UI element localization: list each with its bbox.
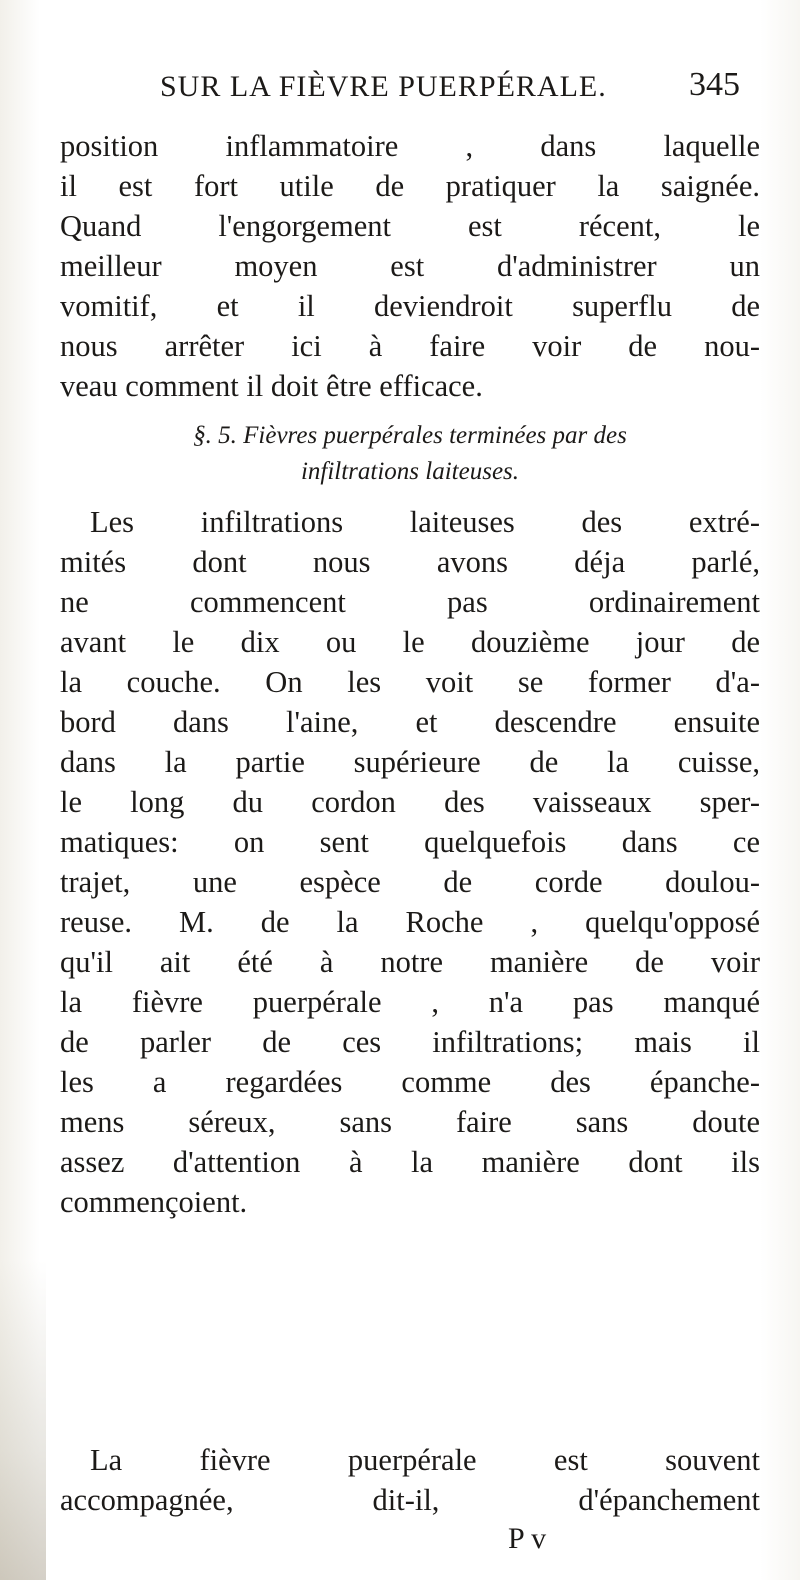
text-line: qu'il ait été à notre manière de voir (60, 945, 760, 979)
page-number: 345 (689, 66, 740, 103)
text-line: vomitif, et il deviendroit superflu de (60, 289, 760, 323)
paragraph-1 (60, 126, 760, 406)
text-line: dans la partie supérieure de la cuisse, (60, 745, 760, 779)
section-heading-line: infiltrations laiteuses. (300, 458, 520, 485)
text-line: de parler de ces infiltrations; mais il (60, 1025, 760, 1059)
text-line: accompagnée, dit-il, d'épanchement (60, 1483, 760, 1517)
text-line: mités dont nous avons déja parlé, (60, 545, 760, 579)
text-line: reuse. M. de la Roche , quelqu'opposé (60, 905, 760, 939)
text-line: avant le dix ou le douzième jour de (60, 625, 760, 659)
text-line: La fièvre puerpérale est souvent (90, 1443, 760, 1477)
text-line: veau comment il doit être efficace. (60, 369, 483, 403)
text-line: meilleur moyen est d'administrer un (60, 249, 760, 283)
text-line: trajet, une espèce de corde doulou- (60, 865, 760, 899)
text-line: mens séreux, sans faire sans doute (60, 1105, 760, 1139)
text-line: la couche. On les voit se former d'a- (60, 665, 760, 699)
section-heading-line: §. 5. Fièvres puerpérales terminées par des (193, 422, 627, 449)
text-line: Quand l'engorgement est récent, le (60, 209, 760, 243)
paragraph-3 (60, 1440, 760, 1520)
paragraph-2 (60, 502, 760, 1222)
text-line: la fièvre puerpérale , n'a pas manqué (60, 985, 760, 1019)
running-title: SUR LA FIÈVRE PUERPÉRALE. (160, 70, 607, 103)
page-header (160, 66, 740, 114)
section-heading (60, 418, 760, 490)
text-line: bord dans l'aine, et descendre ensuite (60, 705, 760, 739)
page-gutter-shadow (0, 1260, 46, 1580)
text-line: les a regardées comme des épanche- (60, 1065, 760, 1099)
text-line: nous arrêter ici à faire voir de nou- (60, 329, 760, 363)
signature-mark: P v (508, 1522, 547, 1555)
text-line: ne commencent pas ordinairement (60, 585, 760, 619)
text-line: assez d'attention à la manière dont ils (60, 1145, 760, 1179)
text-line: il est fort utile de pratiquer la saignée. (60, 169, 760, 203)
text-line: Les infiltrations laiteuses des extré- (90, 505, 760, 539)
text-line: commençoient. (60, 1185, 248, 1219)
text-line: matiques: on sent quelquefois dans ce (60, 825, 760, 859)
text-line: le long du cordon des vaisseaux sper- (60, 785, 760, 819)
text-line: position inflammatoire , dans laquelle (60, 129, 760, 163)
